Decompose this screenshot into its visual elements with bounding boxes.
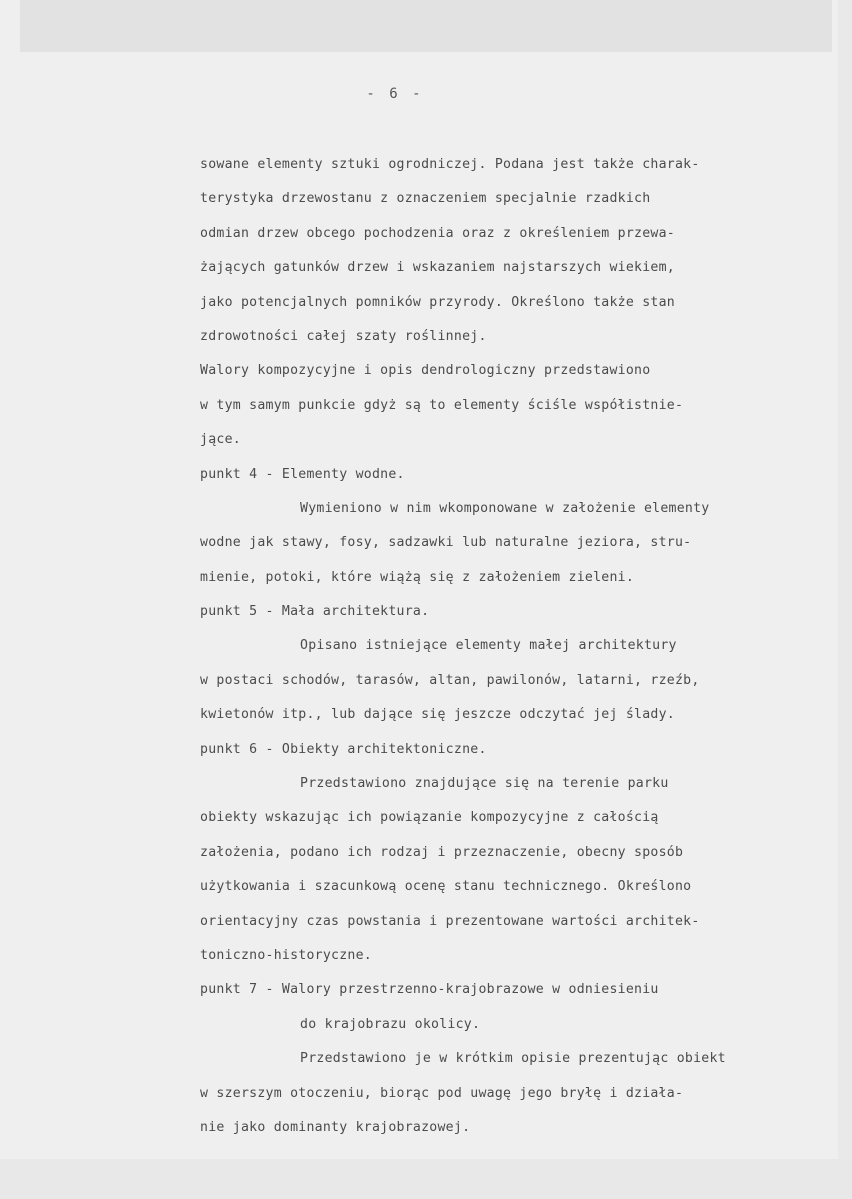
section-heading-punkt-5: punkt 5 - Mała architektura. bbox=[200, 604, 430, 620]
text-line: zdrowotności całej szaty roślinnej. bbox=[200, 328, 487, 344]
text-line: Wymieniono w nim wkomponowane w założenie elementy bbox=[300, 500, 710, 516]
text-line: terystyka drzewostanu z oznaczeniem specjalnie rzadkich bbox=[200, 191, 651, 207]
text-line: Przedstawiono je w krótkim opisie prezentując obiekt bbox=[300, 1051, 726, 1067]
text-line: nie jako dominanty krajobrazowej. bbox=[200, 1119, 471, 1135]
text-line: w postaci schodów, tarasów, altan, pawilonów, latarni, rzeźb, bbox=[200, 672, 700, 688]
text-line: mienie, potoki, które wiążą się z założeniem zieleni. bbox=[200, 569, 635, 585]
body-text bbox=[200, 148, 840, 1145]
text-line: Przedstawiono znajdujące się na terenie parku bbox=[300, 776, 669, 792]
text-line: jako potencjalnych pomników przyrody. Określono także stan bbox=[200, 294, 675, 310]
text-line: Opisano istniejące elementy małej architektury bbox=[300, 638, 677, 654]
text-line: Walory kompozycyjne i opis dendrologiczny przedstawiono bbox=[200, 363, 651, 379]
scan-top-shadow bbox=[20, 0, 832, 52]
text-line: w tym samym punkcie gdyż są to elementy ściśle współistnie- bbox=[200, 397, 684, 413]
text-line: orientacyjny czas powstania i prezentowane wartości architek- bbox=[200, 913, 700, 929]
text-line: założenia, podano ich rodzaj i przeznaczenie, obecny sposób bbox=[200, 844, 684, 860]
scan-right-shadow bbox=[838, 0, 852, 1199]
text-line: jące. bbox=[200, 432, 241, 448]
text-line: żających gatunków drzew i wskazaniem najstarszych wiekiem, bbox=[200, 260, 675, 276]
section-heading-punkt-6: punkt 6 - Obiekty architektoniczne. bbox=[200, 741, 487, 757]
text-line: obiekty wskazując ich powiązanie kompozycyjne z całością bbox=[200, 810, 659, 826]
text-line: toniczno-historyczne. bbox=[200, 947, 372, 963]
text-line: użytkowania i szacunkową ocenę stanu technicznego. Określono bbox=[200, 879, 692, 895]
text-line: sowane elementy sztuki ogrodniczej. Podana jest także charak- bbox=[200, 157, 700, 172]
text-line: kwietonów itp., lub dające się jeszcze odczytać jej ślady. bbox=[200, 707, 675, 723]
section-heading-punkt-7: punkt 7 - Walory przestrzenno-krajobrazowe w odniesieniu bbox=[200, 982, 659, 998]
text-line: w szerszym otoczeniu, biorąc pod uwagę jego bryłę i działa- bbox=[200, 1085, 684, 1101]
text-line: wodne jak stawy, fosy, sadzawki lub naturalne jeziora, stru- bbox=[200, 535, 692, 551]
scan-bottom-shadow bbox=[0, 1159, 852, 1199]
text-line: odmian drzew obcego pochodzenia oraz z określeniem przewa- bbox=[200, 225, 675, 241]
page-number: - 6 - bbox=[366, 86, 424, 102]
text-line: do krajobrazu okolicy. bbox=[300, 1016, 481, 1032]
section-heading-punkt-4: punkt 4 - Elementy wodne. bbox=[200, 466, 405, 482]
